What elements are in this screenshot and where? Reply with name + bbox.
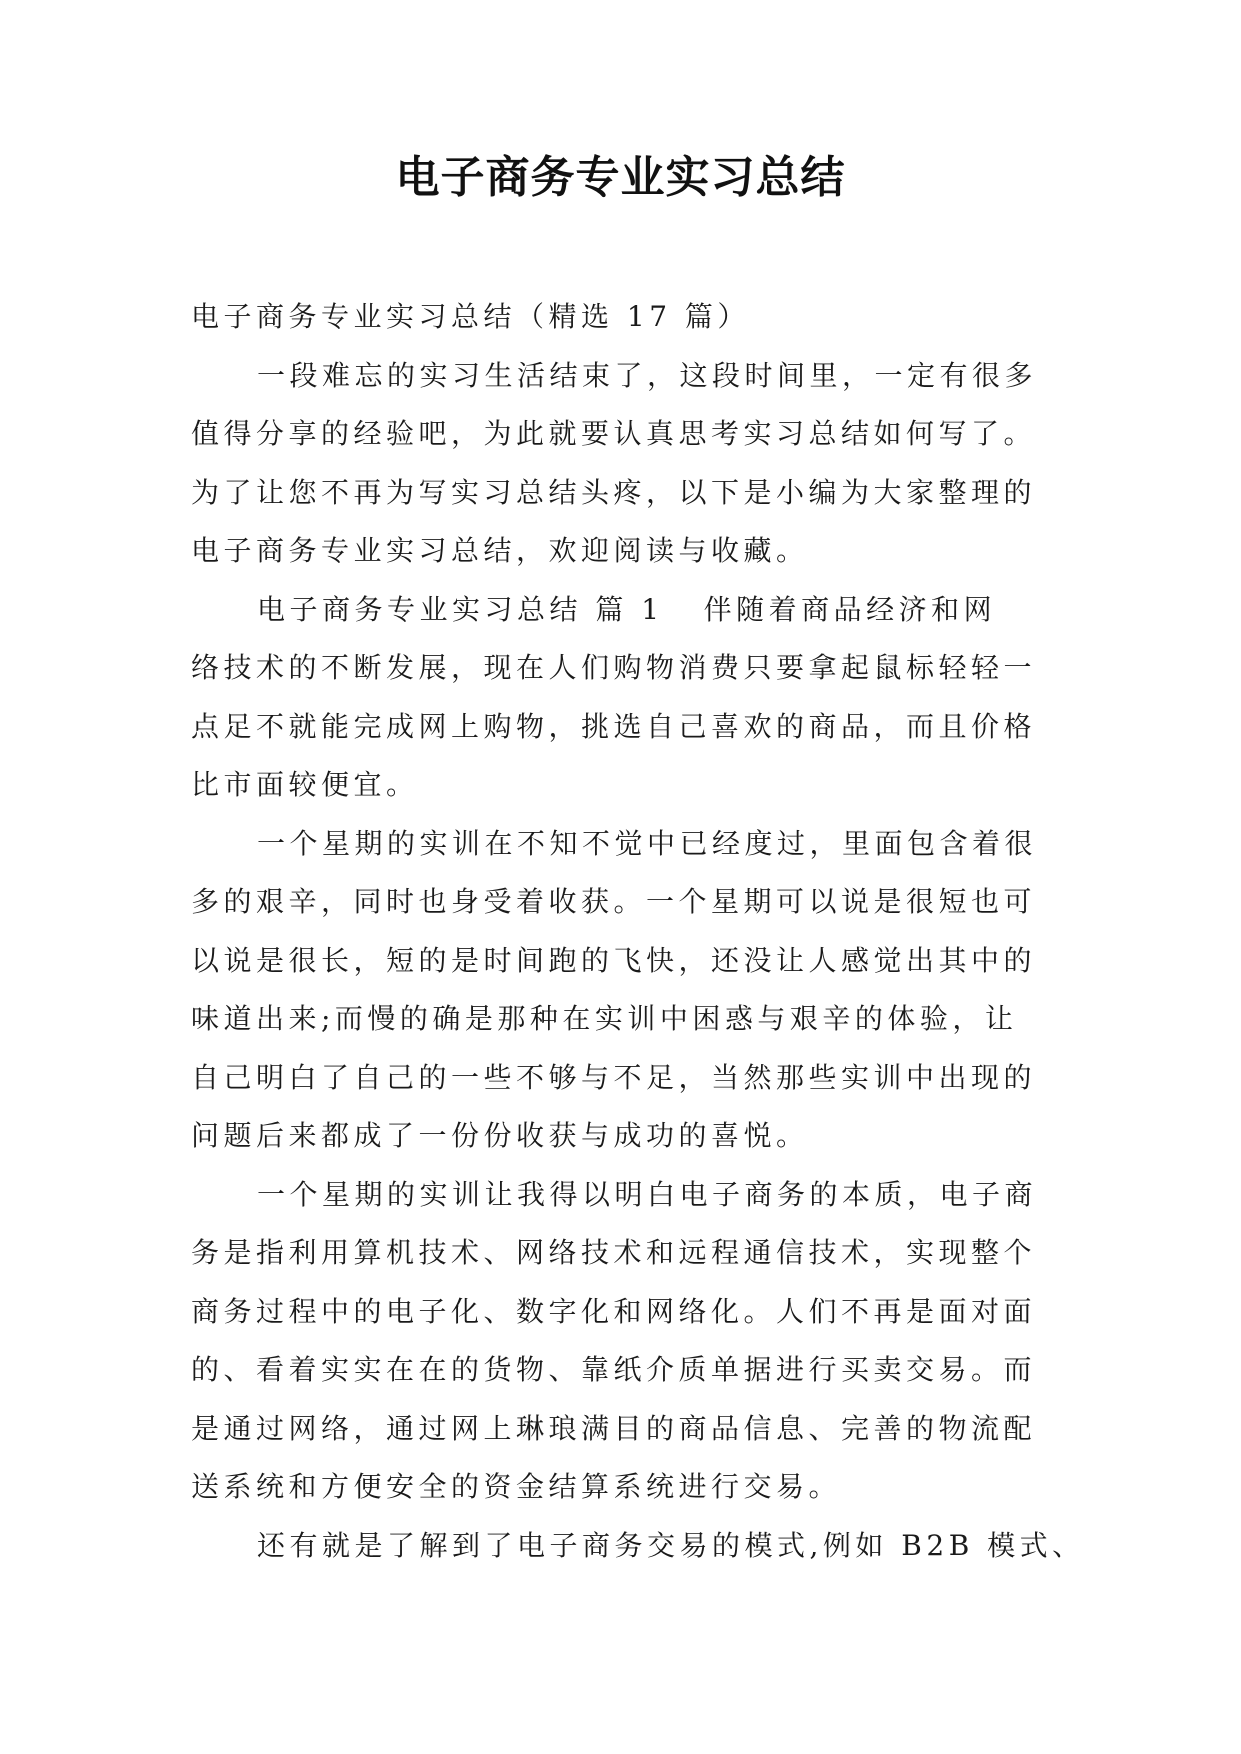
subtitle-line: 电子商务专业实习总结（精选 17 篇） — [191, 300, 750, 333]
paragraph-line: 自己明白了自己的一些不够与不足，当然那些实训中出现的 — [191, 1060, 1037, 1094]
paragraph-line: 为了让您不再为写实习总结头疼，以下是小编为大家整理的 — [191, 475, 1037, 509]
paragraph-line: 以说是很长，短的是时间跑的飞快，还没让人感觉出其中的 — [191, 943, 1037, 977]
paragraph-line: 电子商务专业实习总结，欢迎阅读与收藏。 — [191, 534, 809, 567]
paragraph-line: 味道出来;而慢的确是那种在实训中困惑与艰辛的体验，让 — [191, 1002, 1018, 1035]
paragraph-line: 值得分享的经验吧，为此就要认真思考实习总结如何写了。 — [191, 417, 1037, 450]
paragraph-line: 一个星期的实训让我得以明白电子商务的本质，电子商 — [257, 1177, 1038, 1211]
document-title: 电子商务专业实习总结 — [395, 152, 846, 203]
section-heading-line — [191, 581, 1051, 640]
paragraph-line: 商务过程中的电子化、数字化和网络化。人们不再是面对面 — [191, 1294, 1037, 1328]
section-heading: 电子商务专业实习总结 篇 1 — [257, 592, 664, 626]
paragraph-line: 络技术的不断发展，现在人们购物消费只要拿起鼠标轻轻一 — [191, 651, 1037, 684]
paragraph-line: 点足不就能完成网上购物，挑选自己喜欢的商品，而且价格 — [191, 709, 1037, 743]
paragraph-line: 一个星期的实训在不知不觉中已经度过，里面包含着很 — [257, 826, 1038, 860]
paragraph-line: 的、看着实实在在的货物、靠纸介质单据进行买卖交易。而 — [191, 1353, 1037, 1386]
paragraph-line: 多的艰辛，同时也身受着收获。一个星期可以说是很短也可 — [191, 885, 1037, 918]
paragraph-line: 是通过网络，通过网上琳琅满目的商品信息、完善的物流配 — [191, 1411, 1037, 1445]
paragraph-line: 问题后来都成了一份份收获与成功的喜悦。 — [191, 1119, 809, 1152]
paragraph-text: 伴随着商品经济和网 — [703, 592, 997, 626]
document-body — [191, 288, 1085, 1575]
paragraph-line: 一段难忘的实习生活结束了，这段时间里，一定有很多 — [257, 358, 1038, 392]
paragraph-line: 送系统和方便安全的资金结算系统进行交易。 — [191, 1470, 842, 1503]
paragraph-line: 比市面较便宜。 — [191, 768, 419, 801]
paragraph-line: 务是指利用算机技术、网络技术和远程通信技术，实现整个 — [191, 1236, 1037, 1269]
paragraph-line: 还有就是了解到了电子商务交易的模式,例如 B2B 模式、 — [257, 1528, 1085, 1562]
